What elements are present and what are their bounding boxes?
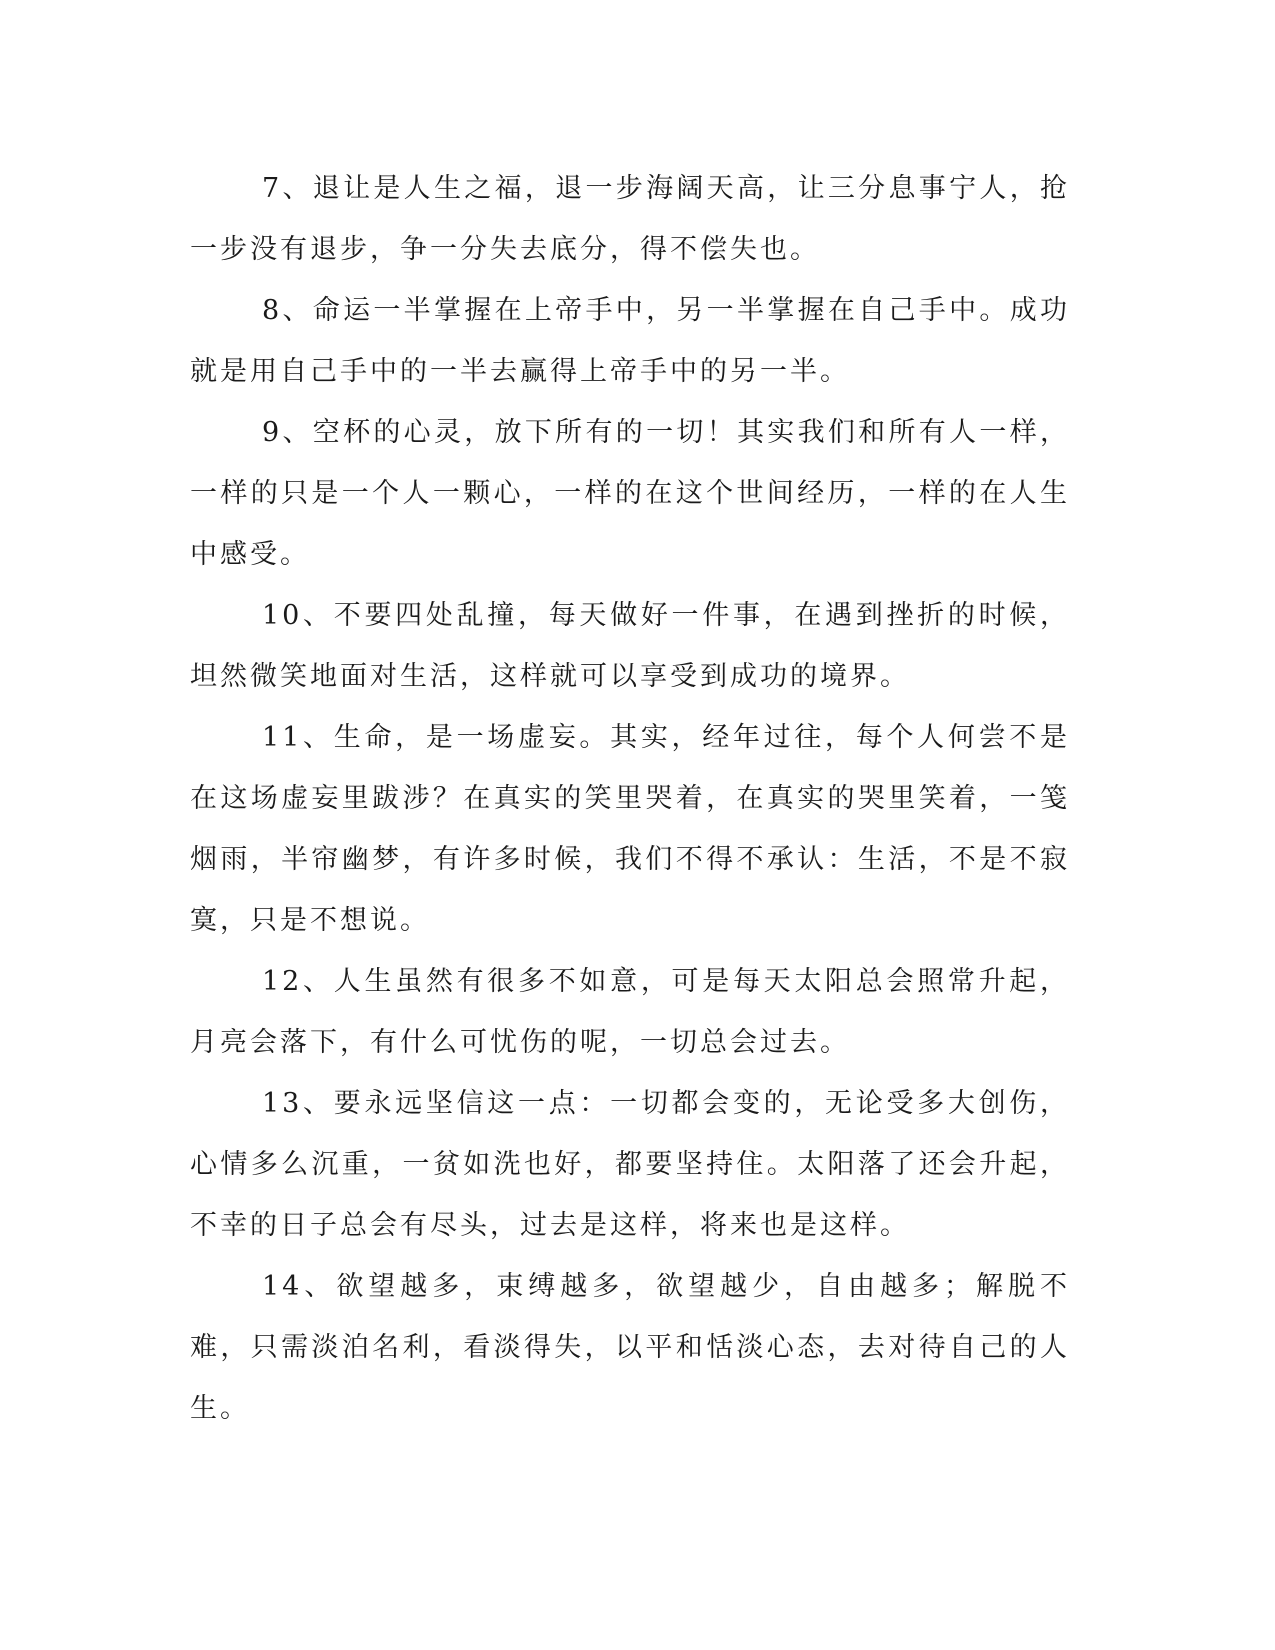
document-body <box>190 158 1070 1439</box>
paragraph-8: 8、命运一半掌握在上帝手中，另一半掌握在自己手中。成功就是用自己手中的一半去赢得上帝手中的另一半。 <box>190 295 1070 387</box>
paragraph-10: 10、不要四处乱撞，每天做好一件事，在遇到挫折的时候，坦然微笑地面对生活，这样就可以享受到成功的境界。 <box>190 600 1070 692</box>
paragraph-7: 7、退让是人生之福，退一步海阔天高，让三分息事宁人，抢一步没有退步，争一分失去底分，得不偿失也。 <box>190 173 1070 265</box>
paragraph-14: 14、欲望越多，束缚越多，欲望越少，自由越多；解脱不难，只需淡泊名利，看淡得失，以平和恬淡心态，去对待自己的人生。 <box>190 1271 1070 1424</box>
paragraph-12: 12、人生虽然有很多不如意，可是每天太阳总会照常升起，月亮会落下，有什么可忧伤的呢，一切总会过去。 <box>190 966 1070 1058</box>
paragraph-11: 11、生命，是一场虚妄。其实，经年过往，每个人何尝不是在这场虚妄里跋涉？在真实的笑里哭着，在真实的哭里笑着，一笺烟雨，半帘幽梦，有许多时候，我们不得不承认：生活，不是不寂寞，只是不想说。 <box>190 722 1070 936</box>
paragraph-9: 9、空杯的心灵，放下所有的一切！其实我们和所有人一样，一样的只是一个人一颗心，一样的在这个世间经历，一样的在人生中感受。 <box>190 417 1070 570</box>
paragraph-13: 13、要永远坚信这一点：一切都会变的，无论受多大创伤，心情多么沉重，一贫如洗也好，都要坚持住。太阳落了还会升起，不幸的日子总会有尽头，过去是这样，将来也是这样。 <box>190 1088 1070 1241</box>
